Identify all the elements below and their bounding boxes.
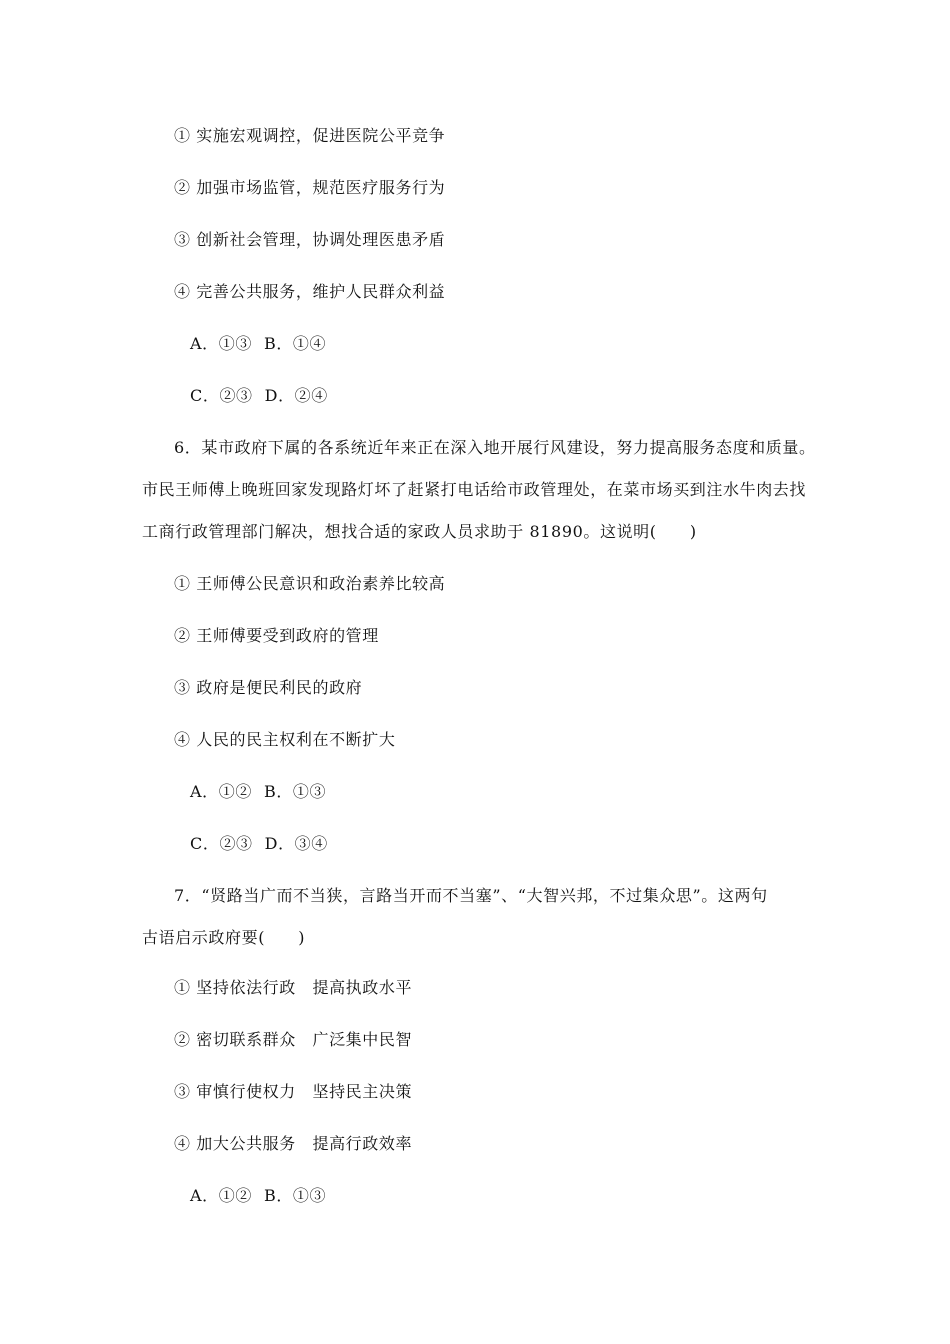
- answer-c: C．②③: [190, 834, 253, 853]
- question-7-answer-row-1: [190, 1186, 326, 1206]
- answer-a: A．①②: [190, 782, 252, 801]
- question-6-stem-line-2: 市民王师傅上晚班回家发现路灯坏了赶紧打电话给市政管理处，在菜市场买到注水牛肉去找: [142, 480, 807, 499]
- question-7-option-4: ④ 加大公共服务 提高行政效率: [174, 1134, 413, 1153]
- question-6-answer-row-2: [190, 834, 328, 854]
- answer-b: B．①③: [263, 782, 327, 801]
- question-6-option-3: ③ 政府是便民利民的政府: [174, 678, 363, 697]
- answer-row-2: [190, 386, 328, 406]
- question-7-stem-line-2: 古语启示政府要( ): [142, 928, 306, 947]
- question-7-option-3: ③ 审慎行使权力 坚持民主决策: [174, 1082, 413, 1101]
- answer-a: A．①③: [190, 334, 252, 353]
- question-6-option-1: ① 王师傅公民意识和政治素养比较高: [174, 574, 446, 593]
- answer-d: D．③④: [264, 834, 328, 853]
- question-6-stem-line-1: 6．某市政府下属的各系统近年来正在深入地开展行风建设，努力提高服务态度和质量。: [174, 438, 816, 457]
- answer-b: B．①③: [263, 1186, 327, 1205]
- question-7-option-2: ② 密切联系群众 广泛集中民智: [174, 1030, 413, 1049]
- question-6-answer-row-1: [190, 782, 326, 802]
- question-6-stem-line-3: 工商行政管理部门解决，想找合适的家政人员求助于 81890。这说明( ): [142, 522, 697, 541]
- question-7-option-1: ① 坚持依法行政 提高执政水平: [174, 978, 413, 997]
- answer-b: B．①④: [263, 334, 327, 353]
- answer-row-1: [190, 334, 326, 354]
- answer-c: C．②③: [190, 386, 253, 405]
- answer-d: D．②④: [264, 386, 328, 405]
- option-1: ① 实施宏观调控，促进医院公平竞争: [174, 126, 446, 145]
- question-6-option-4: ④ 人民的民主权利在不断扩大: [174, 730, 396, 749]
- option-3: ③ 创新社会管理，协调处理医患矛盾: [174, 230, 446, 249]
- option-2: ② 加强市场监管，规范医疗服务行为: [174, 178, 446, 197]
- question-7-stem-line-1: 7．“贤路当广而不当狭，言路当开而不当塞”、“大智兴邦，不过集众思”。这两句: [174, 886, 768, 905]
- question-6-option-2: ② 王师傅要受到政府的管理: [174, 626, 379, 645]
- answer-a: A．①②: [190, 1186, 252, 1205]
- option-4: ④ 完善公共服务，维护人民群众利益: [174, 282, 446, 301]
